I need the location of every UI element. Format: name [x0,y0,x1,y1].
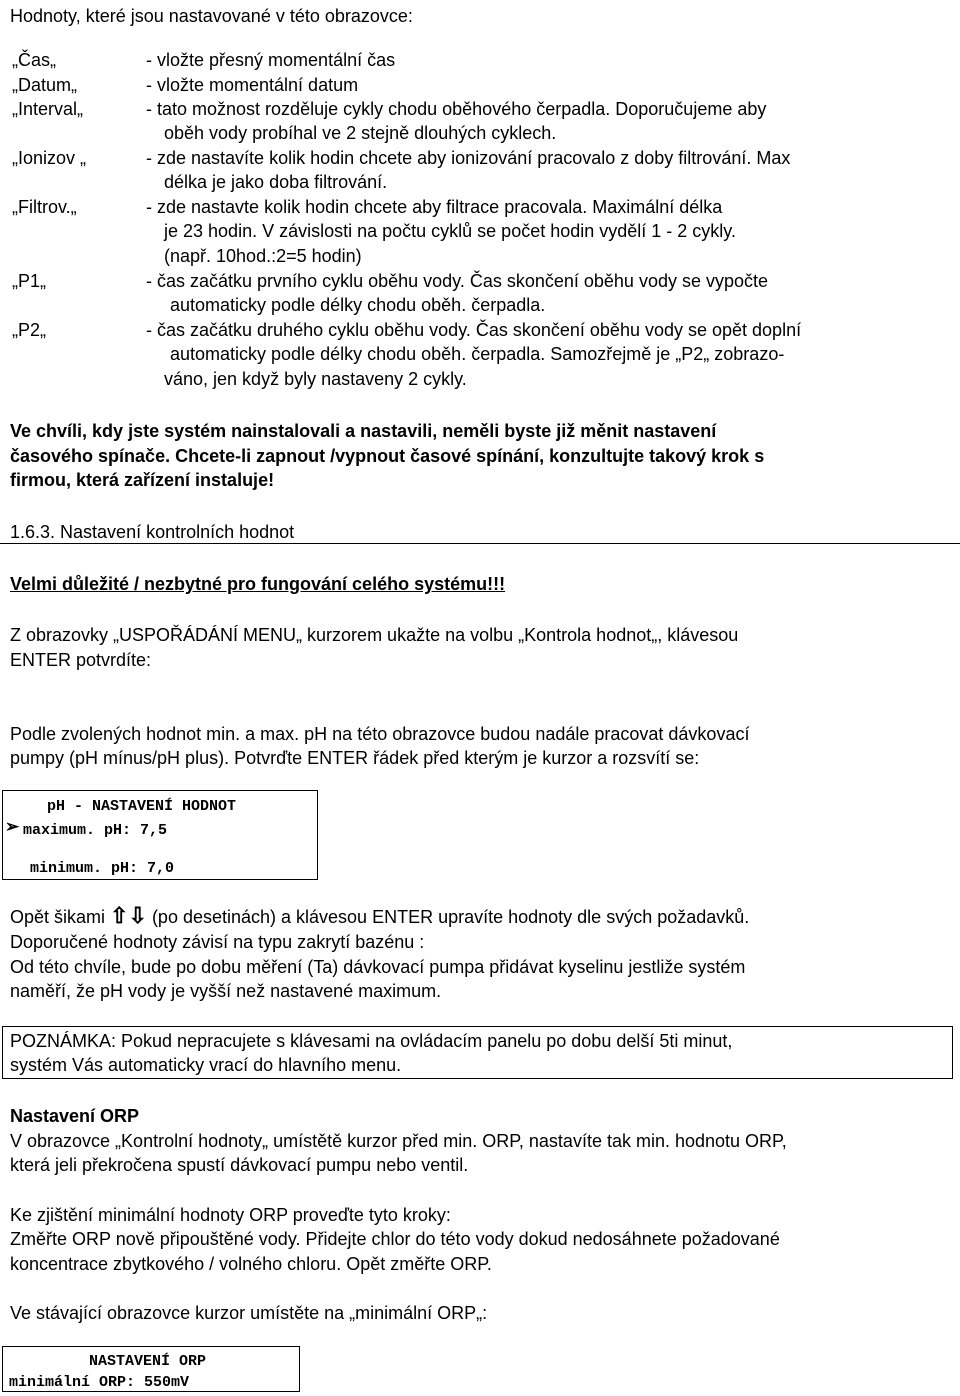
important-notice: Velmi důležité / nezbytné pro fungování celého systému!!! [10,574,506,594]
def-interval-line: oběh vody probíhal ve 2 stejně dlouhých cyklech. [164,123,557,143]
def-filtrov-line: - zde nastavte kolik hodin chcete aby filtrace pracovala. Maximální délka [146,197,723,217]
def-p2-line: automaticky podle délky chodu oběh. čerpadla. Samozřejmě je „P2„ zobrazo- [170,344,785,364]
orp-steps-line: koncentrace zbytkového / volného chloru. Opět změřte ORP. [10,1254,492,1274]
orp-screen-title: NASTAVENÍ ORP [89,1353,207,1370]
orp-display-screen [2,1346,300,1392]
term-filtrov: „Filtrov.„ [12,197,77,217]
warning-line: firmou, která zařízení instaluje! [10,470,275,490]
note-box [2,1026,953,1079]
def-p1-line: automaticky podle délky chodu oběh. čerpadla. [170,295,546,315]
recommend-line: Od této chvíle, bude po dobu měření (Ta) dávkovací pumpa přidávat kyselinu jestliže systém [10,957,746,977]
ph-screen-title: pH - NASTAVENÍ HODNOT [47,798,237,815]
def-ionizov-line: - zde nastavíte kolik hodin chcete aby ionizování pracovalo z doby filtrování. Max [146,148,791,168]
def-cas-line: - vložte přesný momentální čas [146,50,396,70]
warning-line: Ve chvíli, kdy jste systém nainstalovali a nastavili, neměli byste již měnit nastavení [10,421,717,441]
section-heading: 1.6.3. Nastavení kontrolních hodnot [10,522,295,542]
recommend-line: naměří, že pH vody je vyšší než nastavené maximum. [10,981,442,1001]
arrows-text-before: Opět šikami [10,907,106,927]
def-p2-line: váno, jen když byly nastaveny 2 cykly. [164,369,467,389]
note-line: systém Vás automaticky vrací do hlavního menu. [10,1055,402,1075]
menu-instruction-line: ENTER potvrdíte: [10,650,152,670]
orp-text-line: V obrazovce „Kontrolní hodnoty„ umístětě kurzor před min. ORP, nastavíte tak min. hodnotu ORP, [10,1131,787,1151]
orp-heading: Nastavení ORP [10,1106,140,1126]
arrows-text-after: (po desetinách) a klávesou ENTER upravíte hodnoty dle svých požadavků. [151,907,750,927]
ph-max-value: maximum. pH: 7,5 [23,822,168,839]
def-p1-line: - čas začátku prvního cyklu oběhu vody. Čas skončení oběhu vody se vypočte [146,271,769,291]
section-rule [0,543,960,544]
term-ionizov: „Ionizov „ [12,148,87,168]
note-line: POZNÁMKA: Pokud nepracujete s klávesami na ovládacím panelu po dobu delší 5ti minut, [10,1031,733,1051]
orp-min-value: minimální ORP: 550mV [9,1374,190,1391]
term-cas: „Čas„ [12,50,56,70]
recommend-line: Doporučené hodnoty závisí na typu zakrytí bazénu : [10,932,425,952]
term-p2: „P2„ [12,320,47,340]
ph-text-line: pumpy (pH mínus/pH plus). Potvrďte ENTER řádek před kterým je kurzor a rozsvítí se: [10,748,700,768]
intro-text: Hodnoty, které jsou nastavované v této obrazovce: [10,6,413,26]
orp-steps-line: Ke zjištění minimální hodnoty ORP proveďte tyto kroky: [10,1205,451,1225]
def-ionizov-line: délka je jako doba filtrování. [164,172,388,192]
ph-display-screen [2,790,318,880]
term-interval: „Interval„ [12,99,84,119]
menu-instruction-line: Z obrazovky „USPOŘÁDÁNÍ MENU„ kurzorem ukažte na volbu „Kontrola hodnot„, klávesou [10,625,739,645]
orp-text-line: která jeli překročena spustí dávkovací pumpu nebo ventil. [10,1155,469,1175]
def-filtrov-line: (např. 10hod.:2=5 hodin) [164,246,362,266]
up-down-arrows-icon: ⇧⇩ [110,903,147,928]
arrows-instruction [10,904,749,930]
orp-cursor-instruction: Ve stávající obrazovce kurzor umístěte na „minimální ORP„: [10,1303,488,1323]
term-datum: „Datum„ [12,75,78,95]
term-p1: „P1„ [12,271,47,291]
warning-line: časového spínače. Chcete-li zapnout /vypnout časové spínání, konzultujte takový krok s [10,446,765,466]
ph-text-line: Podle zvolených hodnot min. a max. pH na této obrazovce budou nadále pracovat dávkovací [10,724,750,744]
def-datum-line: - vložte momentální datum [146,75,359,95]
def-p2-line: - čas začátku druhého cyklu oběhu vody. Čas skončení oběhu vody se opět doplní [146,320,802,340]
def-interval-line: - tato možnost rozděluje cykly chodu oběhového čerpadla. Doporučujeme aby [146,99,767,119]
def-filtrov-line: je 23 hodin. V závislosti na počtu cyklů se počet hodin vydělí 1 - 2 cykly. [164,221,736,241]
cursor-arrow-icon: ➢ [5,819,20,838]
orp-steps-line: Změřte ORP nově připouštěné vody. Přidejte chlor do této vody dokud nedosáhnete požadované [10,1229,780,1249]
ph-min-value: minimum. pH: 7,0 [30,860,175,877]
